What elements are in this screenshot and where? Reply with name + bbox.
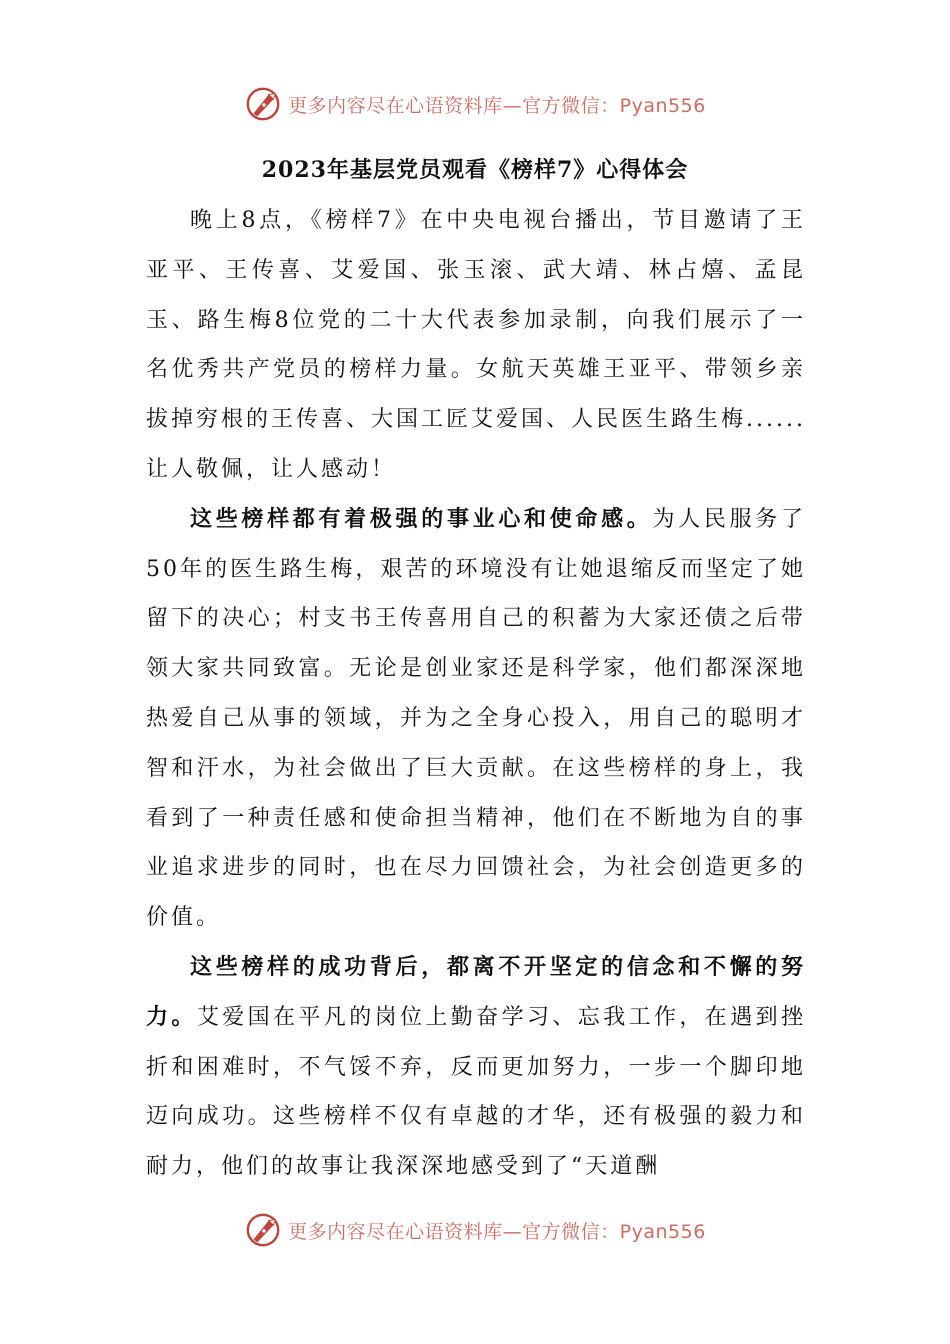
- pen-nib-logo-icon: [244, 1211, 282, 1249]
- paragraph-lead: 这些榜样的成功背后，都离不开坚定的信念和不懈的努力。: [146, 953, 806, 1030]
- header-banner-text: 更多内容尽在心语资料库—官方微信：Pyan556: [288, 94, 706, 117]
- paragraph-text: 艾爱国在平凡的岗位上勤奋学习、忘我工作，在遇到挫折和困难时，不气馁不弃，反而更加努力，一步一个脚印地迈向成功。这些榜样不仅有卓越的才华，还有极强的毅力和耐力，他们的故事让我深深地感受到了“天道酬: [146, 1004, 806, 1180]
- paragraph-text: 为人民服务了50年的医生路生梅，艰苦的环境没有让她退缩反而坚定了她留下的决心；村支书王传喜用自己的积蓄为大家还债之后带领大家共同致富。无论是创业家还是科学家，他们都深深地热爱自己从事的领域，并为之全身心投入，用自己的聪明才智和汗水，为社会做出了巨大贡献。在这些榜样的身上，我看到了一种责任感和使命担当精神，他们在不断地为自的事业追求进步的同时，也在尽力回馈社会，为社会创造更多的价值。: [146, 506, 806, 931]
- footer-banner-text: 更多内容尽在心语资料库—官方微信：Pyan556: [288, 1220, 706, 1243]
- paragraph-text: 晚上8点，《榜样7》在中央电视台播出，节目邀请了王亚平、王传喜、艾爱国、张玉滚、武大靖、林占熺、孟昆玉、路生梅8位党的二十大代表参加录制，向我们展示了一名优秀共产党员的榜样力量。女航天英雄王亚平、带领乡亲拔掉穷根的王传喜、大国工匠艾爱国、人民医生路生梅......让人敬佩，让人感动！: [146, 208, 806, 482]
- footer-banner: [0, 1210, 950, 1250]
- paragraph-lead: 这些榜样都有着极强的事业心和使命感。: [190, 505, 653, 532]
- document-body: [146, 196, 806, 1192]
- pen-nib-logo-icon: [244, 85, 282, 123]
- paragraph-1: [146, 196, 806, 495]
- document-title: 2023年基层党员观看《榜样7》心得体会: [261, 157, 689, 183]
- header-banner: [0, 84, 950, 124]
- paragraph-3: [146, 943, 806, 1192]
- paragraph-2: [146, 495, 806, 943]
